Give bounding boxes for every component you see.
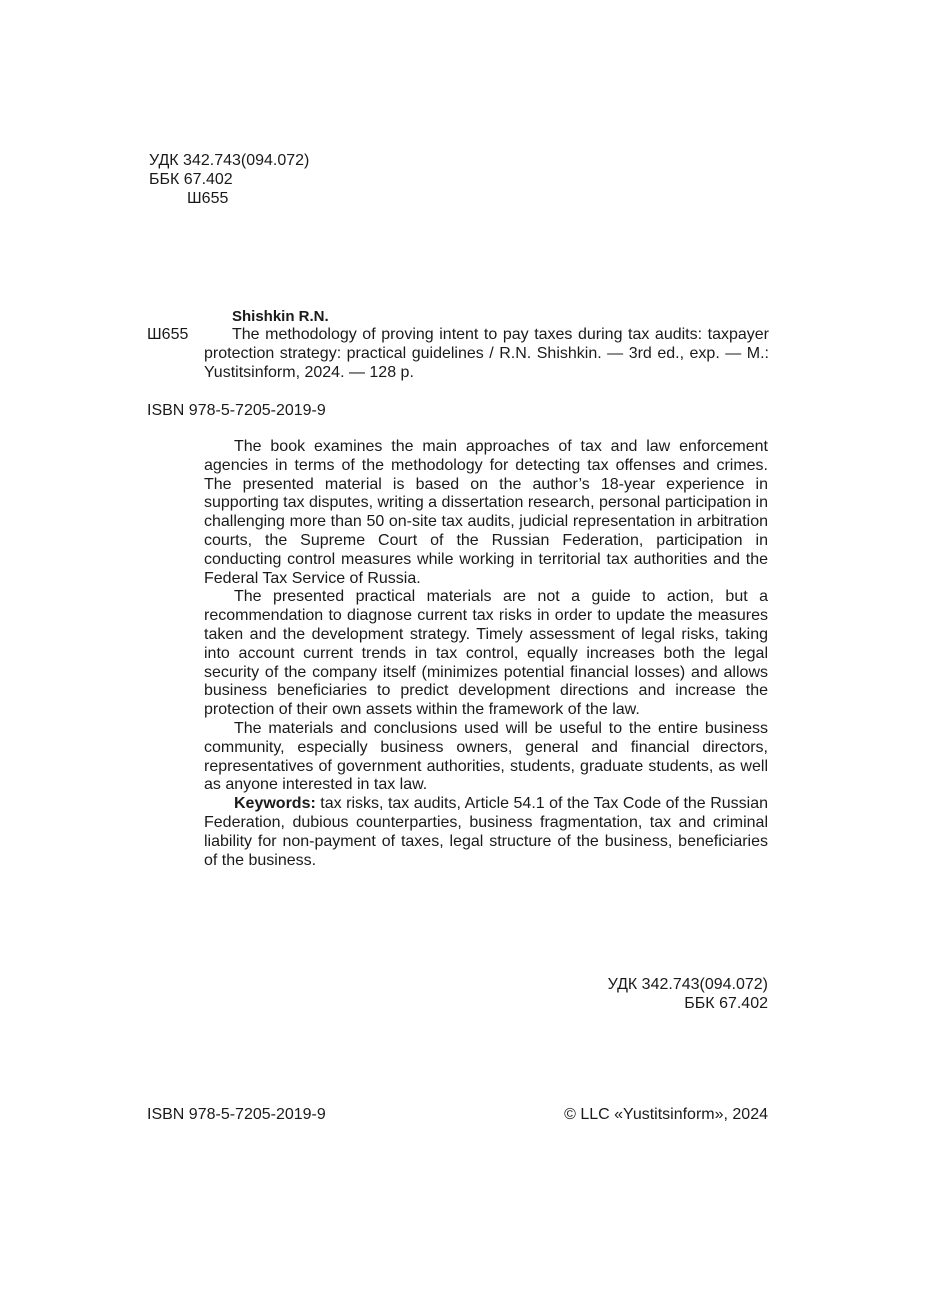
author-name: Shishkin R.N.: [232, 308, 329, 325]
abstract: [204, 438, 768, 870]
isbn-bottom: ISBN 978-5-7205-2019-9: [147, 1106, 326, 1123]
bbk-code: ББК 67.402: [149, 171, 233, 188]
author-mark: Ш655: [187, 190, 229, 207]
classification-codes-top: [149, 151, 449, 208]
abstract-paragraph: The book examines the main approaches of tax and law enforcement agencies in terms of the methodology for detecting tax offenses and crimes. The presented material is based on the author’s 18-year experience in supporting tax disputes, writing a dissertation research, personal participation in challenging more than 50 on-site tax audits, judicial representation in arbitration courts, the Supreme Court of the Russian Federation, participation in conducting control measures while working in territorial tax authorities and the Federal Tax Service of Russia.: [204, 438, 768, 587]
udk-code: УДК 342.743(094.072): [149, 152, 310, 169]
bibliographic-description: The methodology of proving intent to pay taxes during tax audits: taxpayer protection strategy: practical guidelines / R.N. Shishkin. — 3rd ed., exp. — M.: Yustitsinform, 2024. — 128 p.: [204, 326, 769, 381]
abstract-paragraph: The presented practical materials are not a guide to action, but a recommendation to diagnose current tax risks in order to update the measures taken and the development strategy. Timely assessment of legal risks, taking into account current trends in tax control, equally increases both the legal security of the company itself (minimizes potential financial losses) and allows business beneficiaries to predict development directions and increase the protection of their own assets within the framework of the law.: [204, 588, 768, 719]
keywords-label: Keywords:: [234, 795, 316, 813]
udk-code-bottom: УДК 342.743(094.072): [607, 976, 768, 993]
bibliographic-description-block: [147, 326, 769, 382]
keywords-paragraph: [204, 795, 768, 870]
classification-codes-bottom: [480, 975, 768, 1013]
isbn-top: ISBN 978-5-7205-2019-9: [147, 402, 326, 419]
copyright-notice: © LLC «Yustitsinform», 2024: [564, 1106, 768, 1123]
bbk-code-bottom: ББК 67.402: [684, 995, 768, 1012]
entry-author-mark: Ш655: [147, 326, 189, 343]
abstract-paragraph: The materials and conclusions used will be useful to the entire business community, especially business owners, general and financial directors, representatives of government authorities, students, graduate students, as well as anyone interested in tax law.: [204, 719, 768, 794]
bibliographic-entry: [147, 307, 769, 382]
keywords-text: tax risks, tax audits, Article 54.1 of the Tax Code of the Russian Federation, dubious counterparties, business fragmentation, tax and criminal liability for non-payment of taxes, legal structure of the business, beneficiaries of the business.: [204, 795, 768, 869]
